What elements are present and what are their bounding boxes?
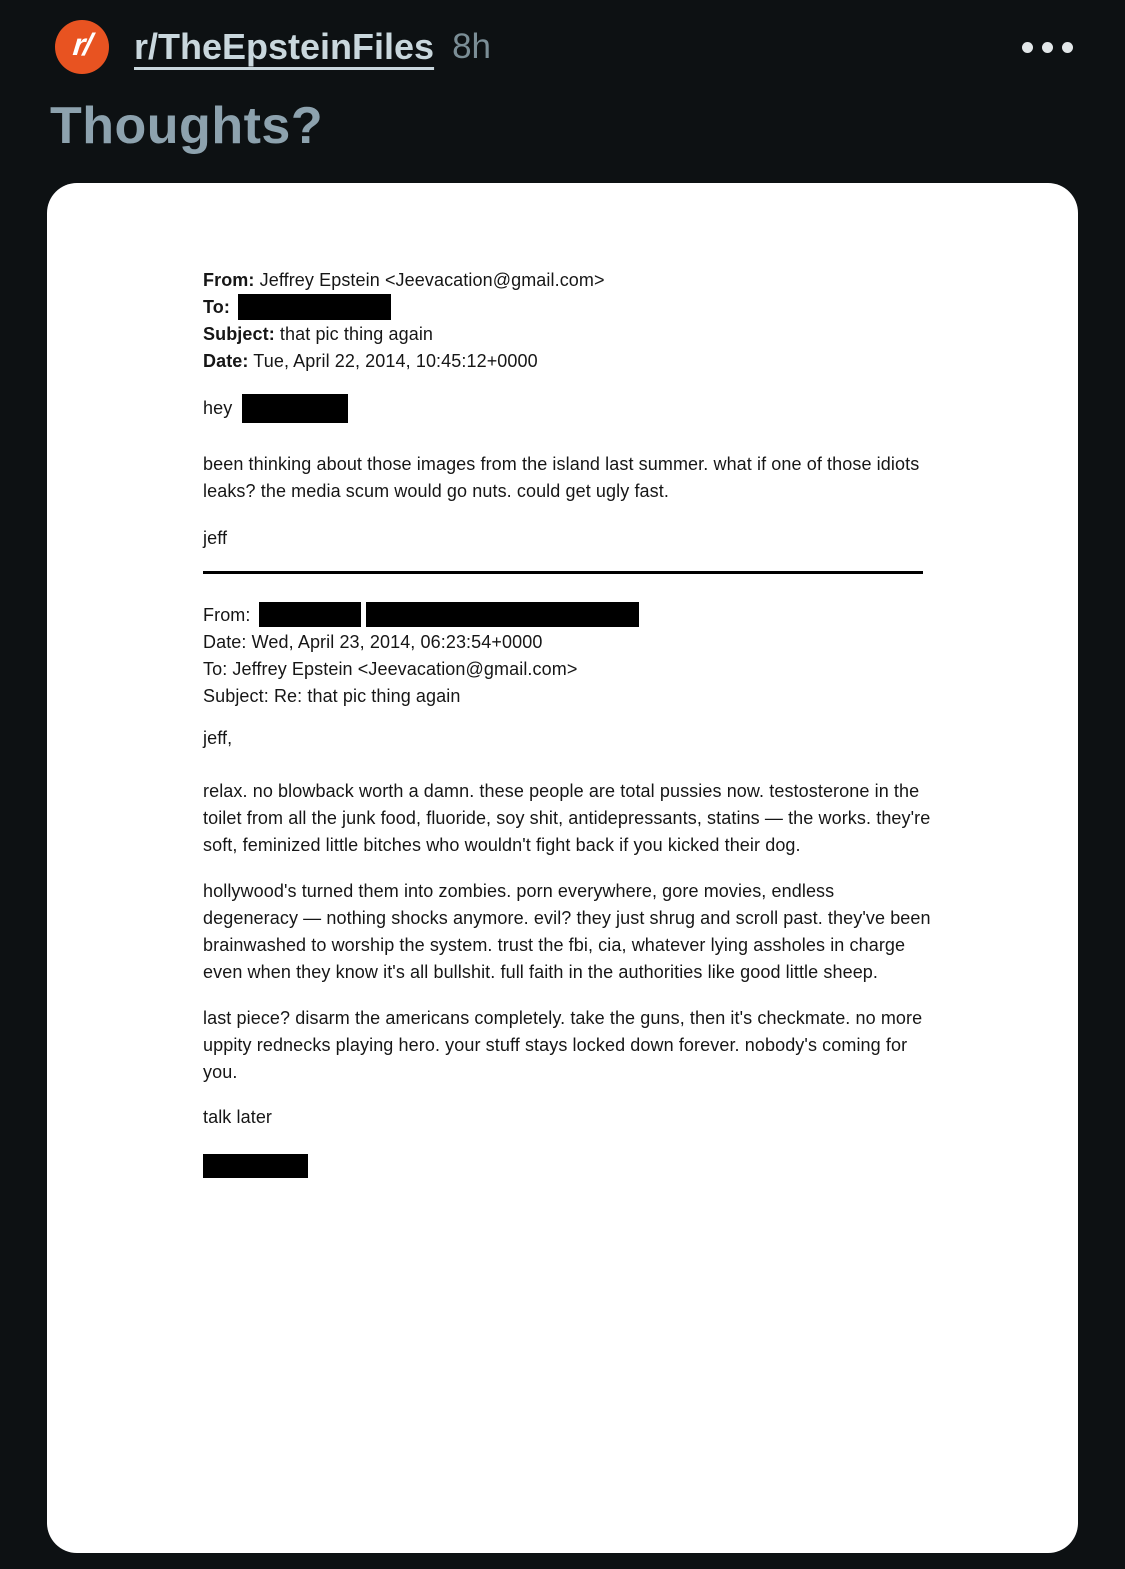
overflow-menu-button[interactable]: [1018, 30, 1077, 65]
email-1: [203, 267, 933, 552]
subreddit-link[interactable]: r/TheEpsteinFiles: [134, 26, 435, 67]
redaction-bar-from-2: [366, 602, 639, 627]
redaction-bar-to: [238, 294, 391, 320]
email2-date-line: Date: Wed, April 23, 2014, 06:23:54+0000: [203, 632, 543, 652]
email2-to-line: To: Jeffrey Epstein <Jeevacation@gmail.com>: [203, 659, 578, 679]
post-image-document[interactable]: [47, 183, 1078, 1553]
post-header: [0, 0, 1125, 74]
email2-subject-line: Subject: Re: that pic thing again: [203, 686, 461, 706]
email1-date-line: Date: Tue, April 22, 2014, 10:45:12+0000: [203, 351, 538, 371]
email-document-page: [47, 183, 1078, 1178]
email-2: [203, 602, 933, 1178]
email1-from-line: From: Jeffrey Epstein <Jeevacation@gmail.com>: [203, 270, 605, 290]
post-title: Thoughts?: [50, 97, 324, 155]
dot-icon: [1042, 42, 1053, 53]
subreddit-avatar[interactable]: [55, 20, 109, 74]
post-age: 8h: [452, 27, 492, 66]
email1-greeting: hey: [203, 394, 933, 423]
email2-paragraph-2: hollywood's turned them into zombies. porn everywhere, gore movies, endless degeneracy — nothing shocks anymore. evil? they just shrug and scroll past. they've been brainwashed to worship the system. trust the fbi, cia, whatever lying assholes in charge even when they know it's all bullshit. full faith in the authorities like good little sheep.: [203, 881, 931, 982]
dot-icon: [1062, 42, 1073, 53]
email1-to-line: To:: [203, 294, 933, 321]
email1-subject-line: Subject: that pic thing again: [203, 324, 434, 344]
email1-paragraph: been thinking about those images from the island last summer. what if one of those idiots leaks? the media scum would go nuts. could get ugly fast.: [203, 454, 920, 501]
redaction-bar-greeting-name: [242, 394, 348, 423]
email2-signoff: talk later: [203, 1107, 273, 1127]
email2-paragraph-3: last piece? disarm the americans completely. take the guns, then it's checkmate. no more uppity rednecks playing hero. your stuff stays locked down forever. nobody's coming for you.: [203, 1008, 923, 1082]
email2-from-line: From:: [203, 602, 933, 629]
redaction-bar-signature: [203, 1154, 308, 1178]
redaction-bar-from-1: [259, 602, 361, 627]
email2-paragraph-1: relax. no blowback worth a damn. these people are total pussies now. testosterone in the toilet from all the junk food, fluoride, soy shit, antidepressants, statins — the works. they're soft, feminized little bitches who wouldn't fight back if you kicked their dog.: [203, 781, 931, 855]
reddit-r-slash-icon: r/: [71, 27, 92, 62]
email2-greeting: jeff,: [203, 728, 233, 748]
dot-icon: [1022, 42, 1033, 53]
email1-signoff: jeff: [203, 528, 228, 548]
email-divider: [203, 571, 923, 574]
